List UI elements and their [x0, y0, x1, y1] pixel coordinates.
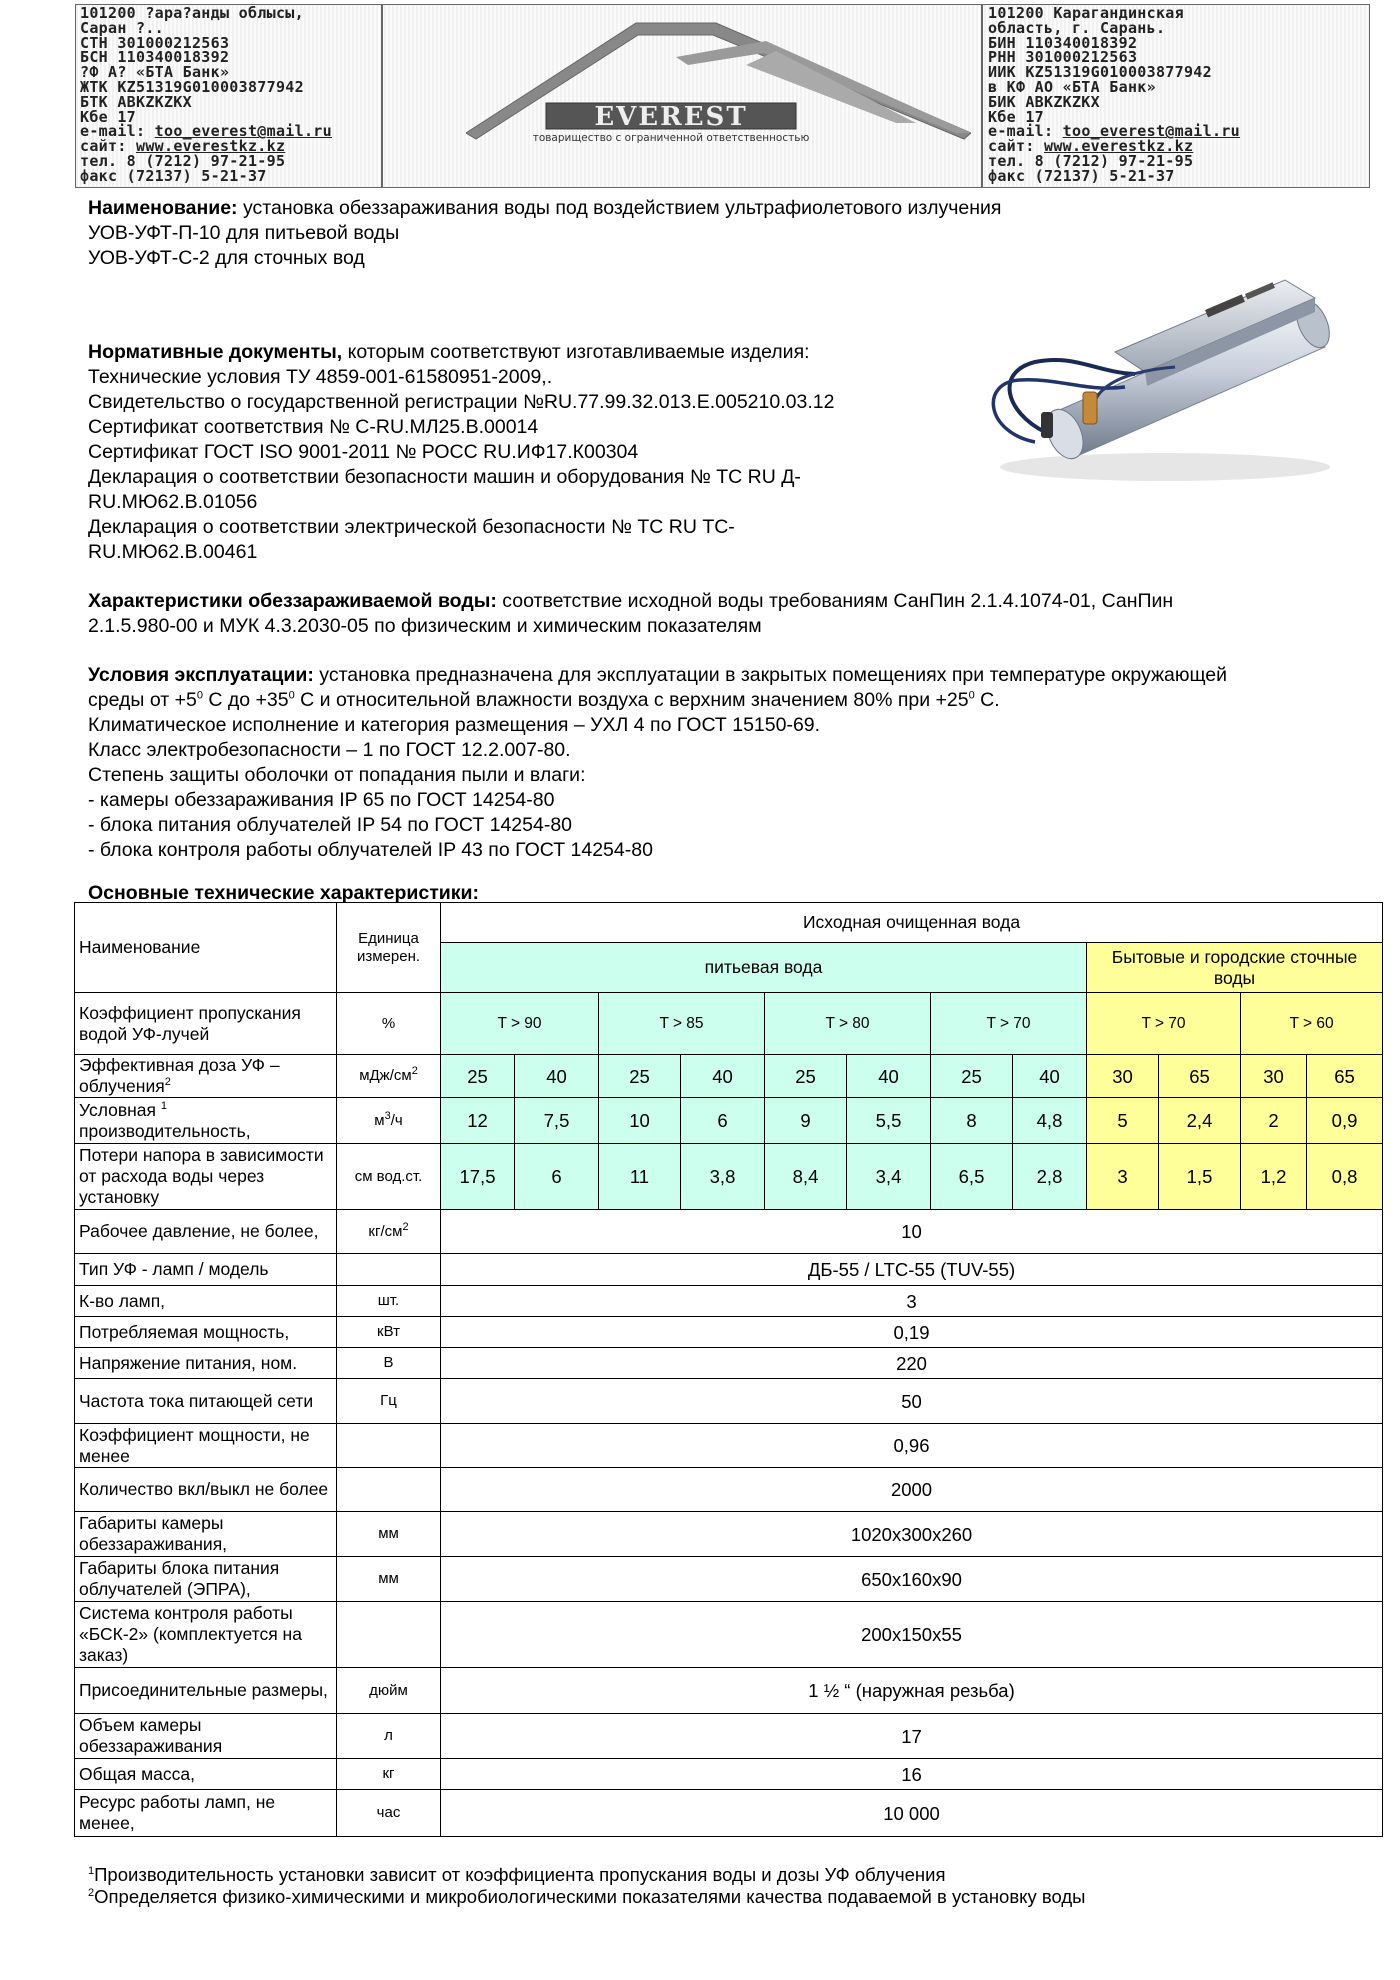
divider: [981, 5, 983, 187]
table-title: Основные технические характеристики:: [88, 882, 480, 904]
section-text: установка предназначена для эксплуатации в закрытых помещениях при температуре окружающей: [313, 664, 1228, 686]
cell: 6,5: [931, 1144, 1013, 1210]
section-label: Наименование:: [88, 197, 238, 219]
row-value: 0,96: [441, 1424, 1383, 1468]
row-unit: мм: [337, 1557, 441, 1602]
footnote: [88, 1864, 945, 1886]
row-name: Общая масса,: [75, 1759, 337, 1790]
row-name: Коэффициент мощности, не менее: [75, 1424, 337, 1468]
cell: 40: [681, 1055, 765, 1098]
row-name: Ресурс работы ламп, не менее,: [75, 1790, 337, 1837]
cell: 8,4: [765, 1144, 847, 1210]
row-unit: [337, 1098, 441, 1144]
cell: 25: [765, 1055, 847, 1098]
text-part: С до +35: [202, 689, 289, 711]
cell: T > 70: [931, 993, 1087, 1055]
table-row: [75, 1557, 1383, 1602]
cell: 5: [1087, 1098, 1159, 1144]
lh-right-line: ИИК KZ51319G010003877942: [988, 63, 1212, 82]
table-row: [75, 1714, 1383, 1759]
cell: 5,5: [847, 1098, 931, 1144]
cell: 9: [765, 1098, 847, 1144]
cell: 40: [847, 1055, 931, 1098]
specs-table: [74, 902, 1383, 1837]
norm-docs-heading: [88, 340, 810, 365]
table-row: [75, 1210, 1383, 1254]
email-label: e-mail:: [80, 122, 155, 141]
product-model-line: УОВ-УФТ-С-2 для сточных вод: [88, 247, 365, 269]
water-characteristics: [88, 589, 1173, 614]
letterhead: [75, 4, 1370, 188]
cell: T > 85: [599, 993, 765, 1055]
row-unit: час: [337, 1790, 441, 1837]
row-unit: шт.: [337, 1286, 441, 1317]
row-unit: см вод.ст.: [337, 1144, 441, 1210]
operation-line: Степень защиты оболочки от попадания пыли и влаги:: [88, 764, 586, 786]
cell: 65: [1307, 1055, 1383, 1098]
header-unit: Единица измерен.: [337, 903, 441, 993]
lh-left-line: 101200 ?ара?анды облысы,: [80, 4, 304, 22]
table-row: [75, 1317, 1383, 1348]
row-name: [75, 1055, 337, 1098]
row-unit: [337, 1055, 441, 1098]
unit-text: м: [374, 1111, 385, 1129]
section-text-line: 2.1.5.980-00 и МУК 4.3.2030-05 по физическим и химическим показателям: [88, 615, 762, 637]
operation-line: Климатическое исполнение и категория размещения – УХЛ 4 по ГОСТ 15150-69.: [88, 714, 821, 736]
unit-text: кг/см: [368, 1222, 403, 1240]
email-link[interactable]: too_everest@mail.ru: [1062, 122, 1240, 141]
table-row: [75, 1144, 1383, 1210]
row-value: 200x150x55: [441, 1602, 1383, 1668]
operation-temp-line: [88, 688, 1000, 713]
row-value: 10: [441, 1210, 1383, 1254]
row-value: 17: [441, 1714, 1383, 1759]
footnote: [88, 1886, 1085, 1908]
row-value: 3: [441, 1286, 1383, 1317]
row-name: Потери напора в зависимости от расхода воды через установку: [75, 1144, 337, 1210]
row-name: Объем камеры обеззараживания: [75, 1714, 337, 1759]
cell: T > 80: [765, 993, 931, 1055]
norm-doc-line: Сертификат ГОСТ ISO 9001-2011 № РОСС RU.ИФ17.К00304: [88, 441, 639, 463]
row-unit: л: [337, 1714, 441, 1759]
cell: 3,4: [847, 1144, 931, 1210]
website-link[interactable]: www.everestkz.kz: [136, 137, 286, 156]
row-unit: В: [337, 1348, 441, 1379]
row-name-text: производительность,: [79, 1120, 251, 1141]
table-row: [75, 1055, 1383, 1098]
lh-left-line: БТК ABKZKZKX: [80, 92, 192, 111]
text-part: среды от +5: [88, 689, 197, 711]
row-unit: [337, 1210, 441, 1254]
lh-right-line: РНН 301000212563: [988, 48, 1138, 67]
row-name: Система контроля работы «БСК-2» (комплектуется на заказ): [75, 1602, 337, 1668]
row-name: Габариты камеры обеззараживания,: [75, 1512, 337, 1557]
row-value: 1 ½ “ (наружная резьба): [441, 1668, 1383, 1714]
operation-conditions: [88, 663, 1227, 688]
table-row: [75, 1790, 1383, 1837]
table-row: [75, 1254, 1383, 1286]
lh-left-fax: факс (72137) 5-21-37: [80, 166, 267, 185]
lh-left-line: Кбе 17: [80, 107, 136, 126]
lh-left-line: СТН 301000212563: [80, 33, 230, 52]
row-value: 16: [441, 1759, 1383, 1790]
footnote-mark: 1: [88, 1864, 95, 1877]
operation-line: - камеры обеззараживания IP 65 по ГОСТ 14254-80: [88, 789, 555, 811]
row-unit: [337, 1424, 441, 1468]
norm-doc-line: Технические условия ТУ 4859-001-61580951-2009,.: [88, 366, 553, 388]
row-value: 0,19: [441, 1317, 1383, 1348]
row-unit: Гц: [337, 1379, 441, 1424]
table-row: [75, 993, 1383, 1055]
cell: 0,9: [1307, 1098, 1383, 1144]
cell: 25: [441, 1055, 515, 1098]
lh-right-line: в КФ АО «БТА Банк»: [988, 77, 1156, 96]
email-link[interactable]: too_everest@mail.ru: [154, 122, 332, 141]
row-name: Потребляемая мощность,: [75, 1317, 337, 1348]
lh-right-fax: факс (72137) 5-21-37: [988, 166, 1175, 185]
row-name-text: Условная: [79, 1099, 161, 1120]
product-model-line: УОВ-УФТ-П-10 для питьевой воды: [88, 222, 400, 244]
norm-doc-line: Свидетельство о государственной регистрации №RU.77.99.32.013.Е.005210.03.12: [88, 391, 835, 413]
unit-sup: 2: [411, 1065, 418, 1077]
lh-right-line: БИК ABKZKZKX: [988, 92, 1100, 111]
row-unit: %: [337, 993, 441, 1055]
cell: 25: [599, 1055, 681, 1098]
cell: 0,8: [1307, 1144, 1383, 1210]
row-unit: [337, 1602, 441, 1668]
cell: T > 90: [441, 993, 599, 1055]
cell: 1,5: [1159, 1144, 1241, 1210]
row-name: К-во ламп,: [75, 1286, 337, 1317]
norm-doc-line: RU.МЮ62.В.00461: [88, 541, 258, 563]
header-drinking-water: питьевая вода: [441, 943, 1087, 993]
valve-fitting: [1083, 392, 1097, 424]
row-value: 220: [441, 1348, 1383, 1379]
footnote-text: Производительность установки зависит от коэффициента пропускания воды и дозы УФ облучения: [94, 1864, 946, 1885]
operation-line: - блока питания облучателей IP 54 по ГОСТ 14254-80: [88, 814, 573, 836]
lh-right-line: область, г. Сарань.: [988, 18, 1166, 37]
cell: 30: [1087, 1055, 1159, 1098]
lh-right-line: Кбе 17: [988, 107, 1044, 126]
lh-left-phone: тел. 8 (7212) 97-21-95: [80, 151, 286, 170]
lh-right-line: БИН 110340018392: [988, 33, 1138, 52]
row-name: Частота тока питающей сети: [75, 1379, 337, 1424]
row-unit: кВт: [337, 1317, 441, 1348]
letterhead-left-requisites: [80, 6, 332, 184]
cell: T > 70: [1087, 993, 1241, 1055]
cell: 3: [1087, 1144, 1159, 1210]
section-label: Характеристики обеззараживаемой воды:: [88, 590, 497, 612]
table-row: [75, 1668, 1383, 1714]
table-row: [75, 1348, 1383, 1379]
unit-text: /ч: [390, 1111, 403, 1129]
header-name: Наименование: [75, 903, 337, 993]
cell: 7,5: [515, 1098, 599, 1144]
lh-left-line: БСН 110340018392: [80, 48, 230, 67]
footnote-mark: 2: [164, 1076, 171, 1089]
table-header-row: [75, 903, 1383, 943]
table-row: [75, 1468, 1383, 1512]
letterhead-right-requisites: [988, 6, 1240, 184]
cell: 2: [1241, 1098, 1307, 1144]
footnote-text: Определяется физико-химическими и микробиологическими показателями качества подаваемой в установку воды: [94, 1886, 1086, 1907]
text-part: С и относительной влажности воздуха с верхним значением 80% при +25: [294, 689, 969, 711]
section-label: Условия эксплуатации:: [88, 664, 314, 686]
lh-right-line: 101200 Карагандинская: [988, 4, 1184, 22]
section-label: Нормативные документы,: [88, 341, 343, 363]
header-source-water: Исходная очищенная вода: [441, 903, 1383, 943]
everest-logo: [466, 5, 971, 189]
table-row: [75, 1379, 1383, 1424]
cell: 17,5: [441, 1144, 515, 1210]
header-waste-water: Бытовые и городские сточные воды: [1087, 943, 1383, 993]
cell: 10: [599, 1098, 681, 1144]
operation-line: - блока контроля работы облучателей IP 43 по ГОСТ 14254-80: [88, 839, 653, 861]
cell: 65: [1159, 1055, 1241, 1098]
operation-line: Класс электробезопасности – 1 по ГОСТ 12.2.007-80.: [88, 739, 571, 761]
logo-subtitle: товарищество с ограниченной ответственностью: [532, 132, 810, 144]
email-label: e-mail:: [988, 122, 1063, 141]
norm-doc-line: Декларация о соответствии электрической безопасности № ТС RU ТС-: [88, 516, 735, 538]
cell: 2,4: [1159, 1098, 1241, 1144]
row-name: Присоединительные размеры,: [75, 1668, 337, 1714]
cell: 4,8: [1013, 1098, 1087, 1144]
table-row: [75, 1424, 1383, 1468]
table-row: [75, 1098, 1383, 1144]
row-unit: дюйм: [337, 1668, 441, 1714]
product-name-line: [88, 196, 1001, 221]
table-row: [75, 1512, 1383, 1557]
degree-sup: 0: [968, 689, 975, 702]
text-part: С.: [974, 689, 1000, 711]
cell: 6: [681, 1098, 765, 1144]
row-name-text: Эффективная доза УФ – облучения: [79, 1055, 280, 1096]
unit-text: мДж/см: [359, 1067, 412, 1084]
degree-sup: 0: [288, 689, 295, 702]
cell: 6: [515, 1144, 599, 1210]
section-text: которым соответствуют изготавливаемые изделия:: [342, 341, 810, 363]
row-name: [75, 1098, 337, 1144]
cell: 3,8: [681, 1144, 765, 1210]
norm-doc-line: Декларация о соответствии безопасности машин и оборудования № ТС RU Д-: [88, 466, 801, 488]
section-text: соответствие исходной воды требованиям СанПин 2.1.4.1074-01, СанПин: [496, 590, 1174, 612]
row-name: Коэффициент пропускания водой УФ-лучей: [75, 993, 337, 1055]
section-text: установка обеззараживания воды под воздействием ультрафиолетового излучения: [237, 197, 1002, 219]
lh-left-line: Саран ?..: [80, 18, 164, 37]
row-value: 50: [441, 1379, 1383, 1424]
row-value: 650x160x90: [441, 1557, 1383, 1602]
cell: 11: [599, 1144, 681, 1210]
lh-left-line: ЖТК KZ51319G010003877942: [80, 77, 304, 96]
footnote-mark: 1: [160, 1099, 167, 1112]
row-name: Тип УФ - ламп / модель: [75, 1254, 337, 1286]
footnote-mark: 2: [88, 1886, 95, 1899]
cell: 2,8: [1013, 1144, 1087, 1210]
row-unit: мм: [337, 1512, 441, 1557]
row-value: 10 000: [441, 1790, 1383, 1837]
row-name: Рабочее давление, не более,: [75, 1210, 337, 1254]
unit-sup: 2: [402, 1220, 409, 1233]
norm-doc-line: RU.МЮ62.В.01056: [88, 491, 258, 513]
unit-sup: 3: [384, 1109, 391, 1122]
logo-text: EVEREST: [594, 102, 748, 132]
row-unit: [337, 1254, 441, 1286]
divider: [381, 5, 383, 187]
cell: 40: [515, 1055, 599, 1098]
cell: 8: [931, 1098, 1013, 1144]
row-unit: кг: [337, 1759, 441, 1790]
cell: 1,2: [1241, 1144, 1307, 1210]
site-label: сайт:: [988, 137, 1044, 156]
cell: T > 60: [1241, 993, 1383, 1055]
row-name: Количество вкл/выкл не более: [75, 1468, 337, 1512]
row-name: Напряжение питания, ном.: [75, 1348, 337, 1379]
table-row: [75, 1602, 1383, 1668]
site-label: сайт:: [80, 137, 136, 156]
row-value: ДБ-55 / LTC-55 (TUV-55): [441, 1254, 1383, 1286]
row-value: 1020x300x260: [441, 1512, 1383, 1557]
row-unit: [337, 1468, 441, 1512]
website-link[interactable]: www.everestkz.kz: [1044, 137, 1194, 156]
norm-doc-line: Сертификат соответствия № C-RU.МЛ25.В.00014: [88, 416, 539, 438]
lh-right-phone: тел. 8 (7212) 97-21-95: [988, 151, 1194, 170]
uv-unit-photo: [975, 262, 1345, 487]
table-row: [75, 1286, 1383, 1317]
cell: 12: [441, 1098, 515, 1144]
cell: 30: [1241, 1055, 1307, 1098]
table-row: [75, 1759, 1383, 1790]
degree-sup: 0: [196, 689, 203, 702]
cell: 40: [1013, 1055, 1087, 1098]
cell: 25: [931, 1055, 1013, 1098]
row-value: 2000: [441, 1468, 1383, 1512]
lh-left-line: ?Ф А? «БТА Банк»: [80, 63, 230, 82]
row-name: Габариты блока питания облучателей (ЭПРА),: [75, 1557, 337, 1602]
